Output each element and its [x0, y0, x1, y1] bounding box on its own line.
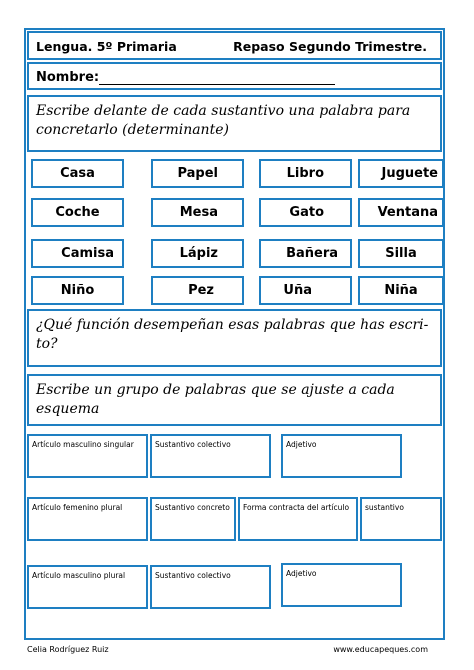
subject-title: Lengua. 5º Primaria — [36, 39, 177, 54]
exercise2-question-text: ¿Qué función desempeñan esas palabras que has escri- to? — [36, 317, 429, 352]
word-label: Camisa — [61, 246, 114, 261]
exercise1-instruction — [27, 95, 442, 152]
schema-box[interactable] — [238, 497, 358, 541]
word-label: Pez — [188, 283, 214, 298]
schema-box[interactable] — [281, 434, 402, 478]
name-field[interactable] — [99, 84, 335, 85]
schema-box[interactable] — [27, 434, 148, 478]
topic-title: Repaso Segundo Trimestre. — [233, 39, 427, 54]
word-label: Papel — [177, 166, 218, 181]
schema-label: Artículo masculino plural — [32, 571, 126, 580]
exercise1-instruction-text: Escribe delante de cada sustantivo una palabra para concretarlo (determinante) — [36, 103, 411, 138]
schema-box[interactable] — [27, 565, 148, 609]
schema-box[interactable] — [360, 497, 442, 541]
word-box[interactable] — [259, 239, 352, 268]
schema-box[interactable] — [150, 565, 271, 609]
word-box[interactable] — [151, 198, 244, 227]
word-label: Mesa — [179, 205, 218, 220]
word-label: Uña — [283, 283, 312, 298]
word-label: Gato — [289, 205, 324, 220]
word-box[interactable] — [151, 239, 244, 268]
word-box[interactable] — [31, 159, 124, 188]
schema-label: Adjetivo — [286, 569, 317, 578]
word-label: Ventana — [377, 205, 438, 220]
word-label: Casa — [60, 166, 95, 181]
word-label: Coche — [55, 205, 100, 220]
schema-label: Artículo femenino plural — [32, 503, 123, 512]
word-label: Silla — [385, 246, 417, 261]
header-bar — [27, 31, 442, 60]
schema-box[interactable] — [281, 563, 402, 607]
schema-box[interactable] — [150, 497, 236, 541]
schema-label: Forma contracta del artículo — [243, 503, 350, 512]
word-label: Niño — [60, 283, 95, 298]
word-box[interactable] — [259, 276, 352, 305]
exercise2-question — [27, 309, 442, 367]
word-box[interactable] — [259, 198, 352, 227]
schema-label: Sustantivo colectivo — [155, 571, 231, 580]
name-label: Nombre: — [36, 70, 100, 85]
exercise3-instruction-text: Escribe un grupo de palabras que se ajuste a cada esquema — [36, 382, 395, 417]
word-label: Lápiz — [179, 246, 218, 261]
word-box[interactable] — [31, 276, 124, 305]
word-label: Libro — [286, 166, 324, 181]
schema-box[interactable] — [27, 497, 148, 541]
schema-label: Sustantivo colectivo — [155, 440, 231, 449]
word-box[interactable] — [259, 159, 352, 188]
schema-box[interactable] — [150, 434, 271, 478]
word-label: Juguete — [381, 166, 438, 181]
footer-author: Celia Rodríguez Ruiz — [27, 645, 109, 654]
schema-label: Artículo masculino singular — [32, 440, 134, 449]
word-label: Niña — [384, 283, 418, 298]
schema-label: Adjetivo — [286, 440, 317, 449]
word-box[interactable] — [358, 159, 444, 188]
schema-label: sustantivo — [365, 503, 404, 512]
word-label: Bañera — [286, 246, 338, 261]
footer-website[interactable]: www.educapeques.com — [333, 645, 428, 654]
word-box[interactable] — [358, 276, 444, 305]
schema-label: Sustantivo concreto — [155, 503, 230, 512]
word-box[interactable] — [151, 159, 244, 188]
word-box[interactable] — [358, 198, 444, 227]
word-box[interactable] — [151, 276, 244, 305]
name-bar — [27, 62, 442, 90]
word-box[interactable] — [358, 239, 444, 268]
word-box[interactable] — [31, 239, 124, 268]
word-box[interactable] — [31, 198, 124, 227]
exercise3-instruction — [27, 374, 442, 426]
